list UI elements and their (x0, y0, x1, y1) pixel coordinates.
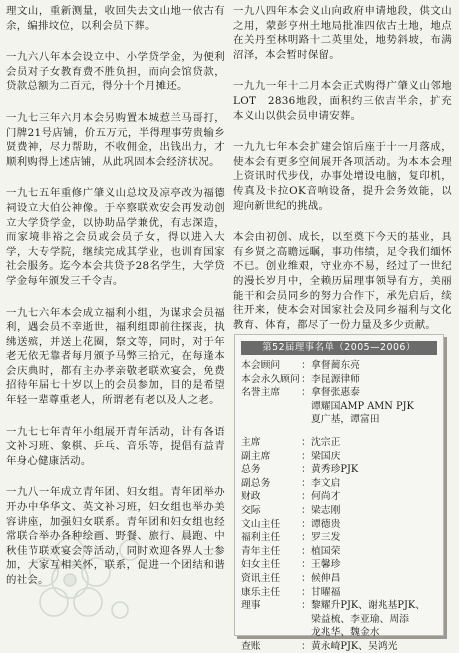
committee-name: 梁益梳、李亚瑜、周添 (311, 613, 409, 625)
committee-row (241, 599, 437, 640)
committee-role: 副总务 (241, 477, 271, 489)
committee-row (241, 640, 437, 653)
colon-separator: ： (301, 360, 311, 371)
committee-row (241, 373, 437, 387)
committee-name: 黄秀珍PJK (311, 464, 359, 476)
right-text-column (233, 4, 452, 349)
committee-names (311, 490, 437, 504)
committee-row (241, 504, 437, 518)
paragraph-right-4: 本会由初创、成长，以至奠下今天的基业，具有乡贤之高瞻远瞩，事功伟绩，足令我们缅怀不已。创业维艰，守业亦不易，经过了一世纪的漫长岁月中，全赖历届理事领导有方，美丽能干和会员同乡的努力合作下，承先启后，续往开来，使本会对国家社会及同乡福利与文化教育、体育，都尽了一份力量及多少贡献。 (233, 231, 452, 331)
colon-separator: ： (301, 559, 311, 571)
paragraph-right-2: 一九九一年十二月本会正式购得广肇义山邻地LOT 2836地段，面积约三依吉半余，扩充本义山以供会员申请安葬。 (233, 80, 452, 122)
paragraph-left-7: 一九八一年成立青年团、妇女组。青年团举办开办中华华文、英文补习班，妇女组也举办美容讲座，加强妇女联系。青年团和妇女组也经常联合举办各种绘画、野餐、旅行、晨跑、中秋佳节联欢宴会等活动，同时欢迎各界人士参加，大家互相关怀，联系，促进一个团结和谐的社会。 (6, 486, 225, 586)
committee-row (241, 586, 437, 600)
paragraph-right-3: 一九九七年本会扩建会馆后座于十一月落成，使本会有更多空间展开各项活动。为本本会理上资讯时代步伐，办事处增设电脑，复印机，传真及卡拉OK音响设备，提升会务效能，以迎向新世纪的挑战。 (233, 141, 452, 212)
committee-name: 龙兆华、魏金水 (311, 627, 380, 639)
committee-name: 梁志刚 (311, 504, 341, 516)
committee-name: 夏广基，谭富田 (311, 414, 380, 426)
paragraph-left-2: 一九六八年本会设立中、小学贷学金，为便利会员对子女教育费不胜负担，而向会馆贷款，贷款总额为二百元，得分十个月摊还。 (6, 51, 225, 93)
colon-separator: ： (301, 450, 311, 462)
committee-row (241, 558, 437, 572)
committee-names (311, 599, 437, 640)
left-text-column (6, 4, 225, 605)
committee-names (311, 558, 437, 572)
colon-separator: ： (301, 373, 311, 385)
committee-name: 王馨珍 (311, 559, 341, 571)
committee-row (241, 545, 437, 559)
colon-separator: ： (301, 640, 311, 652)
committee-name: 李文启 (311, 477, 341, 489)
committee-role: 主席 (241, 436, 261, 448)
committee-role: 理事 (241, 600, 261, 612)
committee-name: 梁国庆 (311, 450, 341, 462)
committee-names (311, 477, 437, 491)
committee-role: 妇女主任 (241, 559, 281, 571)
committee-name: 沈宗正 (311, 436, 341, 448)
committee-names (311, 572, 437, 586)
colon-separator: ： (301, 464, 311, 476)
colon-separator: ： (301, 477, 311, 489)
committee-row (241, 490, 437, 504)
committee-name: 谭耀国AMP AMN PJK (311, 400, 414, 412)
colon-separator: ： (301, 491, 311, 503)
committee-names (311, 531, 437, 545)
committee-role: 财政 (241, 491, 261, 503)
committee-role: 康乐主任 (241, 586, 281, 598)
committee-row (241, 477, 437, 491)
paragraph-left-6: 一九七七年青年小组展开青年活动，计有各语文补习班、象棋、乒乓、音乐等，提倡有益青年身心健康活动。 (6, 425, 225, 467)
committee-names (311, 359, 437, 373)
committee-names (311, 640, 437, 653)
colon-separator: ： (301, 572, 311, 584)
committee-names (311, 373, 437, 387)
committee-names (311, 518, 437, 532)
committee-role: 资讯主任 (241, 572, 281, 584)
committee-row (241, 450, 437, 464)
committee-row (241, 572, 437, 586)
committee-names (311, 436, 437, 450)
colon-separator: ： (301, 436, 311, 448)
committee-names (311, 586, 437, 600)
committee-role: 查账 (241, 640, 261, 652)
committee-name: 黎耀升PJK、谢兆基PJK、 (311, 600, 426, 612)
paragraph-left-5: 一九七六年本会成立福利小组，为谋求会员福利，遇会员不幸逝世，福利组即前往探丧，执绋送殡，并送上花圈，祭文等，同时，对于年老无依无靠者每月颁予马弊三拾元，在每逢本会庆典时，都有主办孝亲敬老联欢宴会，免费招待年届七十岁以上的会员参加，目的是希望年轻一辈尊重老人，所谓老有老以及人之老。 (6, 306, 225, 407)
colon-separator: ： (301, 545, 311, 557)
paragraph-right-1: 一九八四年本会义山向政府申请地段，供文山之用，蒙彭亨州土地局批准四依古土地，地点在关丹至林明路十二英里处，地势斜坡，布满沼泽，本会暂时保留。 (233, 5, 452, 61)
committee-row (241, 359, 437, 373)
committee-row (241, 463, 437, 477)
committee-name: 罗三发 (311, 532, 341, 544)
committee-role: 青年主任 (241, 545, 281, 557)
paragraph-left-3: 一九七三年六月本会另购置本城惹兰马哥打，门牌21号店铺，价五万元，半得理事劳贵输乡贤费神，尽力帮助，不收佣金，出钱出力，才顺利购得上述店铺，从此巩固本会经济状况。 (6, 111, 225, 168)
committee-role: 本会永久顾问 (241, 373, 300, 385)
committee-list-title: 第52届理事名单（2005—2006） (241, 341, 437, 355)
colon-separator: ： (301, 586, 311, 598)
colon-separator: ： (301, 518, 311, 530)
committee-name: 李昆源律师 (311, 373, 360, 385)
committee-names (311, 545, 437, 559)
committee-role: 名誉主席 (241, 387, 281, 399)
committee-role: 交际 (241, 504, 261, 516)
row-gap (241, 427, 437, 436)
colon-separator: ： (301, 600, 311, 612)
committee-names (311, 504, 437, 518)
committee-name: 拿督蔺东亮 (311, 360, 360, 371)
committee-names (311, 386, 437, 427)
committee-name: 甘曜福 (311, 586, 341, 598)
paragraph-left-1: 理文山，重新测量，收回失去文山地一依古有余，编排坟位，以利会员下葬。 (6, 5, 225, 32)
committee-role: 文山主任 (241, 518, 281, 530)
committee-row (241, 531, 437, 545)
committee-name: 拿督张惠泰 (311, 387, 360, 399)
committee-role: 本会顾问 (241, 360, 281, 371)
colon-separator: ： (301, 387, 311, 399)
committee-row (241, 386, 437, 427)
committee-names (311, 463, 437, 477)
committee-name: 植国荣 (311, 545, 341, 557)
committee-role: 总务 (241, 464, 261, 476)
colon-separator: ： (301, 504, 311, 516)
committee-list-box (234, 334, 444, 652)
committee-name: 谭德贵 (311, 518, 341, 530)
paragraph-left-4: 一九七五年重修广肇义山总坟及凉亭改为福德祠设立大伯公神像。于卒察联欢安会再发动创立大学贷学金，以协助品学兼优，有志深造，而家境非裕之会员或会员子女，得以进入大学，大专学院，继续完成其学业，也训育国家社会服务。迄今本会共贷予28名学生，大学贷学金每年颁发三千令吉。 (6, 187, 225, 287)
committee-role: 副主席 (241, 450, 271, 462)
committee-name: 何尚才 (311, 491, 341, 503)
committee-role: 福利主任 (241, 532, 281, 544)
colon-separator: ： (301, 532, 311, 544)
committee-row (241, 436, 437, 450)
committee-name: 黄永崎PJK、吴鸿光 (311, 640, 398, 652)
committee-row (241, 518, 437, 532)
committee-list-rows (241, 359, 437, 653)
committee-name: 候伸昌 (311, 572, 341, 584)
committee-names (311, 450, 437, 464)
